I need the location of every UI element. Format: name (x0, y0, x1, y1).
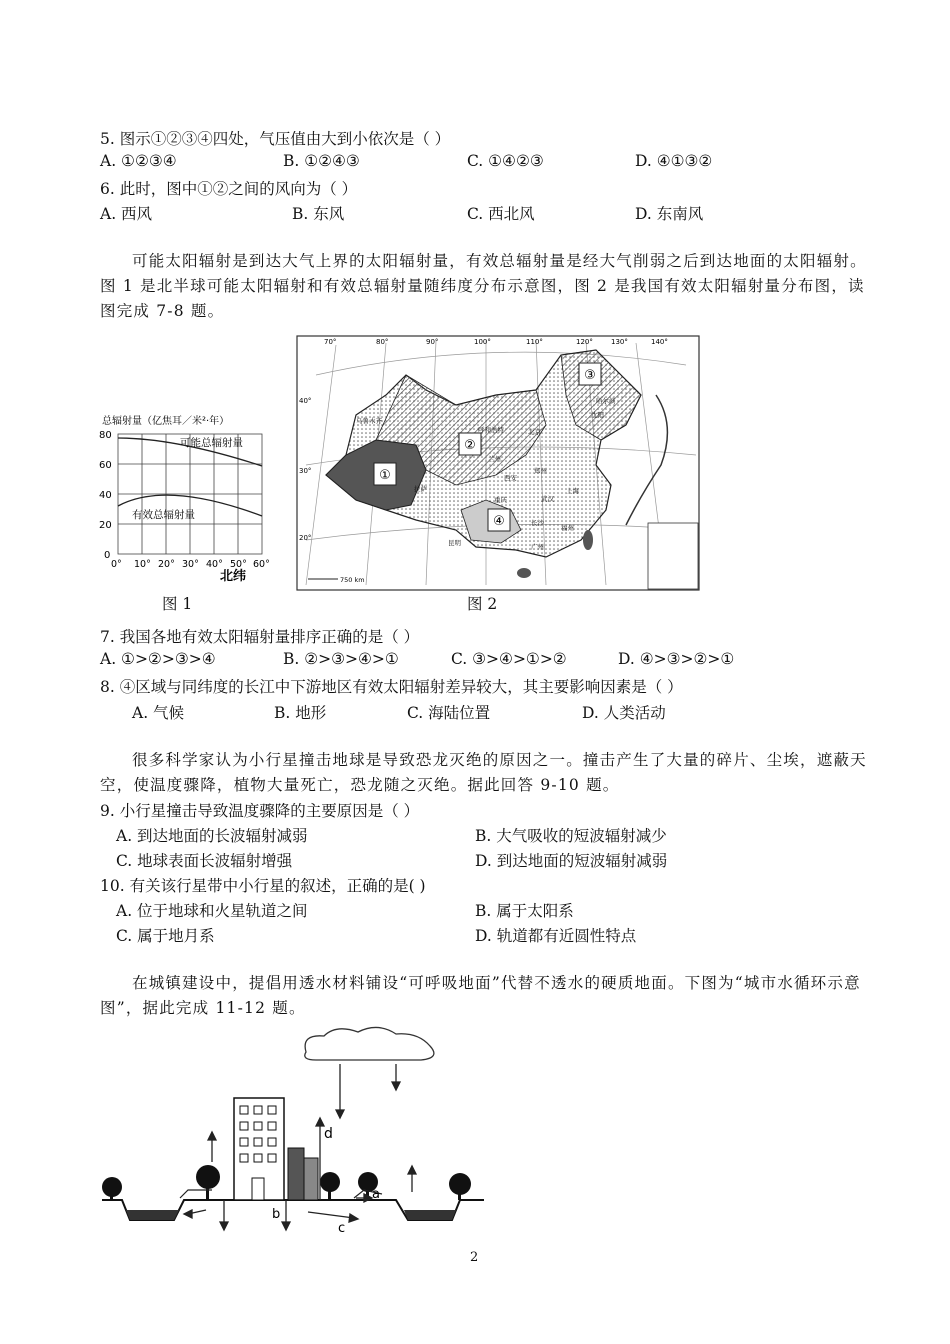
city-label: 西安 (504, 474, 517, 482)
y-tick: 0 (104, 550, 111, 561)
south-china-sea-inset (648, 523, 698, 589)
question-7-stem: 7. 我国各地有效太阳辐射量排序正确的是（ ） (100, 628, 420, 646)
figure-1-chart (96, 408, 276, 583)
hainan (517, 568, 531, 578)
lon-label: 120° (576, 338, 593, 346)
figure-1-xlabel: 北纬 (220, 569, 247, 583)
short-building (288, 1148, 304, 1200)
city-label: 兰州 (488, 455, 501, 463)
question-8-stem: 8. ④区域与同纬度的长江中下游地区有效太阳辐射差异较大，其主要影响因素是（ ） (100, 678, 683, 696)
q8-option-c: C. 海陆位置 (407, 704, 491, 722)
city-label: 重庆 (494, 496, 507, 504)
q10-option-c: C. 属于地月系 (116, 927, 215, 945)
region-label-3: ③ (584, 368, 596, 383)
figure-1-ylabel: 总辐射量（亿焦耳／米²·年） (102, 416, 230, 427)
city-label: 长沙 (531, 519, 544, 527)
label-c: c (338, 1221, 346, 1236)
q5-option-b: B. ①②④③ (283, 152, 360, 170)
y-tick: 60 (99, 460, 112, 471)
q6-option-b: B. 东风 (292, 205, 345, 223)
tree-icons (102, 1165, 471, 1200)
lat-label: 30° (299, 467, 312, 475)
q6-option-c: C. 西北风 (467, 205, 535, 223)
x-tick: 10° (134, 559, 151, 570)
figure-1-series-top: 可能总辐射量 (180, 437, 243, 449)
figure-2-map (296, 335, 700, 591)
q6-option-d: D. 东南风 (635, 205, 704, 223)
q9-option-c: C. 地球表面长波辐射增强 (116, 852, 293, 870)
label-a: a (372, 1187, 380, 1202)
left-pond (126, 1210, 179, 1220)
q5-option-d: D. ④①③② (635, 152, 713, 170)
city-label: 乌鲁木齐 (356, 417, 382, 425)
page-number: 2 (470, 1250, 479, 1265)
city-label: 上海 (566, 487, 579, 495)
q9-option-b: B. 大气吸收的短波辐射减少 (475, 827, 667, 845)
q5-option-a: A. ①②③④ (100, 152, 177, 170)
map-scale: 750 km (340, 576, 365, 584)
figure-3-water-cycle (96, 1022, 496, 1240)
passage-radiation: 可能太阳辐射是到达大气上界的太阳辐射量，有效总辐射量是经大气削弱之后到达地面的太阳辐射。图 1 是北半球可能太阳辐射和有效总辐射量随纬度分布示意图，图 2 是我国有效太阳辐射量分布图，读图完成 7-8 题。 (100, 252, 867, 320)
figure-1-caption: 图 1 (162, 595, 193, 613)
x-tick: 30° (182, 559, 199, 570)
right-pond (404, 1210, 456, 1220)
q9-option-d: D. 到达地面的短波辐射减弱 (475, 852, 668, 870)
city-label: 郑州 (534, 467, 547, 475)
q8-option-d: D. 人类活动 (582, 704, 666, 722)
x-tick: 0° (111, 559, 122, 570)
passage-urban-water: 在城镇建设中，提倡用透水材料铺设“可呼吸地面”代替不透水的硬质地面。下图为“城市水循环示意图”，据此完成 11-12 题。 (100, 974, 861, 1017)
city-label: 武汉 (541, 495, 554, 503)
question-10-stem: 10. 有关该行星带中小行星的叙述，正确的是( ) (100, 877, 426, 895)
city-label: 沈阳 (591, 411, 604, 419)
region-label-4: ④ (493, 514, 505, 529)
lat-label: 40° (299, 397, 312, 405)
lon-label: 140° (651, 338, 668, 346)
question-5-stem: 5. 图示①②③④四处，气压值由大到小依次是（ ） (100, 130, 451, 148)
q7-option-c: C. ③>④>①>② (451, 650, 567, 668)
x-tick: 20° (158, 559, 175, 570)
lon-label: 110° (526, 338, 543, 346)
lon-label: 70° (324, 338, 337, 346)
figure-1-series-bottom: 有效总辐射量 (132, 509, 195, 521)
figure-2-caption: 图 2 (467, 595, 498, 613)
taiwan (583, 530, 593, 550)
lon-label: 130° (611, 338, 628, 346)
q6-option-a: A. 西风 (100, 205, 153, 223)
city-label: 北京 (528, 428, 541, 436)
q7-option-b: B. ②>③>④>① (283, 650, 399, 668)
y-tick: 20 (99, 520, 112, 531)
q10-option-a: A. 位于地球和火星轨道之间 (116, 902, 308, 920)
q7-option-d: D. ④>③>②>① (618, 650, 735, 668)
city-label: 呼和浩特 (478, 426, 504, 434)
city-label: 拉萨 (414, 485, 427, 493)
y-tick: 40 (99, 490, 112, 501)
q8-option-a: A. 气候 (132, 704, 185, 722)
q7-option-a: A. ①>②>③>④ (100, 650, 216, 668)
region-label-1: ① (379, 468, 391, 483)
lon-label: 90° (426, 338, 439, 346)
city-label: 哈尔滨 (596, 397, 616, 405)
city-label: 福州 (561, 524, 574, 532)
q5-option-c: C. ①④②③ (467, 152, 544, 170)
y-tick: 80 (99, 430, 112, 441)
passage-asteroid: 很多科学家认为小行星撞击地球是导致恐龙灭绝的原因之一。撞击产生了大量的碎片、尘埃，遮蔽天空，使温度骤降，植物大量死亡，恐龙随之灭绝。据此回答 9-10 题。 (100, 751, 867, 794)
lon-label: 80° (376, 338, 389, 346)
lat-label: 20° (299, 534, 312, 542)
q10-option-b: B. 属于太阳系 (475, 902, 574, 920)
label-d: d (324, 1126, 333, 1142)
q9-option-a: A. 到达地面的长波辐射减弱 (116, 827, 308, 845)
region-label-2: ② (464, 438, 476, 453)
x-tick: 40° (206, 559, 223, 570)
question-9-stem: 9. 小行星撞击导致温度骤降的主要原因是（ ） (100, 802, 420, 820)
x-tick: 50° (230, 559, 247, 570)
x-tick: 60° (253, 559, 270, 570)
label-b: b (272, 1207, 281, 1222)
question-6-stem: 6. 此时，图中①②之间的风向为（ ） (100, 180, 358, 198)
city-label: 广州 (531, 543, 544, 551)
q10-option-d: D. 轨道都有近圆性特点 (475, 927, 637, 945)
lon-label: 100° (474, 338, 491, 346)
q8-option-b: B. 地形 (274, 704, 327, 722)
short-building (304, 1158, 318, 1200)
cloud-icon (305, 1027, 434, 1060)
city-label: 昆明 (448, 539, 461, 547)
